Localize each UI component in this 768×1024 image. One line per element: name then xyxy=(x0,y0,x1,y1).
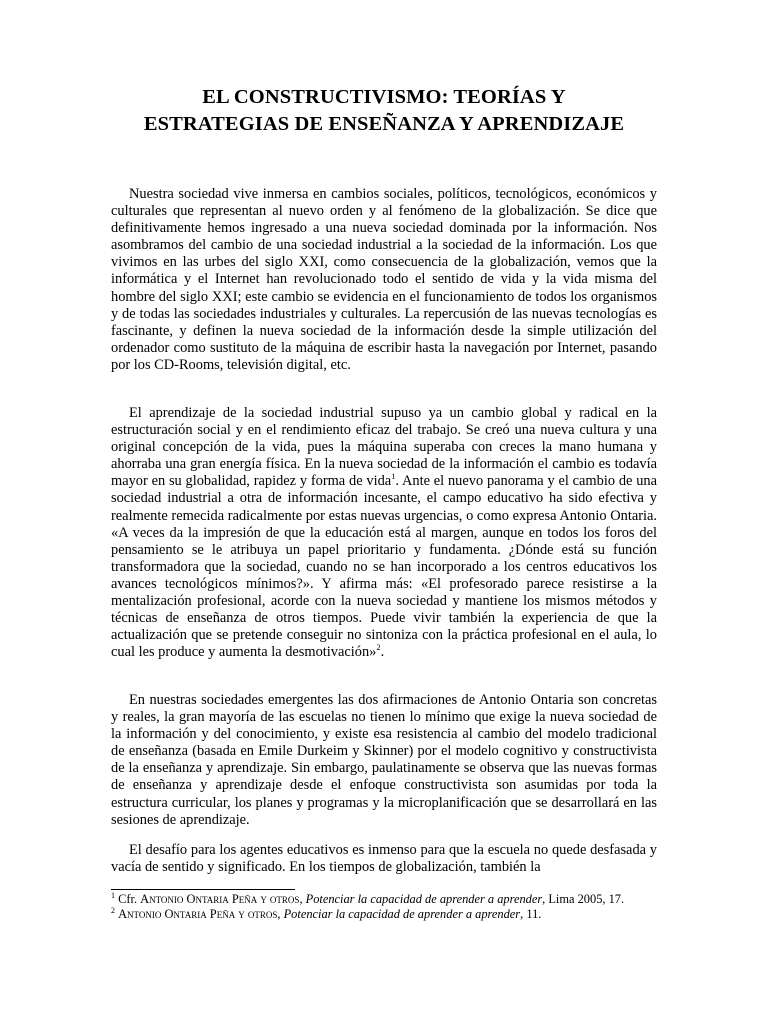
footnote-author: Antonio Ontaria Peña y otros xyxy=(118,907,278,921)
footnote-divider xyxy=(111,889,295,890)
paragraph-2-text-c: . xyxy=(380,644,385,661)
footnotes xyxy=(111,892,657,922)
footnote-number: 2 xyxy=(111,905,115,915)
footnote-work-title: Potenciar la capacidad de aprender a aprender xyxy=(305,892,543,906)
paragraph-4: El desafío para los agentes educativos es inmenso para que la escuela no quede desfasada y vacía de sentido y significado. En los tiempos de globalización, también la xyxy=(111,842,657,876)
footnote-2 xyxy=(111,907,657,922)
footnote-author: Antonio Ontaria Peña y otros xyxy=(140,892,300,906)
footnote-number: 1 xyxy=(111,890,115,900)
footnote-separator: , xyxy=(299,892,306,906)
document-page xyxy=(111,0,657,1024)
footnote-suffix: , Lima 2005, 17. xyxy=(542,892,625,906)
footnote-ref-1[interactable]: 1 xyxy=(391,471,396,482)
paragraph-2-text-a: El aprendizaje de la sociedad industrial supuso ya un cambio global y radical en la estructuración social y en el rendimiento eficaz del trabajo. Se creó una nueva cultura y una original concepción de la vida, pues la máquina superaba con creces la mano humana y ahorraba una gran energía física. En la nueva sociedad de la información el cambio es todavía mayor en su globalidad, rapidez y forma de vida xyxy=(111,405,657,490)
title-line-2: ESTRATEGIAS DE ENSEÑANZA Y APRENDIZAJE xyxy=(143,113,625,135)
paragraph-3: En nuestras sociedades emergentes las dos afirmaciones de Antonio Ontaria son concretas y reales, la gran mayoría de las escuelas no tienen lo mínimo que exige la nueva sociedad de la información y del conocimiento, y existe esa resistencia al cambio del modelo tradicional de enseñanza (basada en Emile Durkeim y Skinner) por el modelo cognitivo y constructivista de la enseñanza y aprendizaje. Sin embargo, paulatinamente se observa que las nuevas formas de enseñanza y aprendizaje desde el enfoque constructivista son asumidas por toda la estructura curricular, los planes y programas y la microplanificación que se desarrollará en las sesiones de aprendizaje. xyxy=(111,692,657,828)
footnote-suffix: , 11. xyxy=(520,907,542,921)
paragraph-2-text-b: . Ante el nuevo panorama y el cambio de una sociedad industrial a otra de información incesante, el campo educativo ha sido efectiva y realmente remecida radicalmente por estas nuevas urgencias, o como expresa Antonio Ontaria. «A veces da la impresión de que la educación está al margen, aunque en todos los foros del pensamiento se le atribuya un papel prioritario y fundamenta. ¿Dónde está su función transformadora que la sociedad, cuando no se han incorporado a los centros educativos los avances tecnológicos mínimos?». Y afirma más: «El profesorado parece resistirse a la mentalización profesional, acorde con la nueva sociedad y mantiene los mismos métodos y técnicas de enseñanza de otros tiempos. Puede vivir también la experiencia de que la actualización que se pretende conseguir no sintoniza con la práctica profesional en el aula, lo cual les produce y aumenta la desmotivación» xyxy=(111,473,657,661)
title-line-1: EL CONSTRUCTIVISMO: TEORÍAS Y xyxy=(202,86,566,108)
footnote-separator: , xyxy=(277,907,284,921)
footnote-prefix: Cfr. xyxy=(118,892,141,906)
paragraph-1: Nuestra sociedad vive inmersa en cambios sociales, políticos, tecnológicos, económicos y culturales que representan al nuevo orden y al fenómeno de la globalización. Se dice que definitivamente hemos ingresado a una nueva sociedad dominada por la información. Nos asombramos del cambio de una sociedad industrial a la sociedad de la información. Los que vivimos en las urbes del siglo XXI, como consecuencia de la globalización, vemos que la informática y el Internet han revolucionado todo el sentido de vida y la vida misma del hombre del siglo XXI; este cambio se evidencia en el funcionamiento de todos los organismos y de todas las sociedades industriales y culturales. La repercusión de las nuevas tecnologías es fascinante, y definen la nueva sociedad de la información desde la simple utilización del ordenador como sustituto de la máquina de escribir hasta la navegación por Internet, pasando por los CD-Rooms, televisión digital, etc. xyxy=(111,186,657,373)
document-title xyxy=(111,84,657,138)
footnote-work-title: Potenciar la capacidad de aprender a aprender xyxy=(283,907,521,921)
footnote-1 xyxy=(111,892,657,907)
paragraph-2 xyxy=(111,405,657,661)
footnote-ref-2[interactable]: 2 xyxy=(376,642,381,653)
